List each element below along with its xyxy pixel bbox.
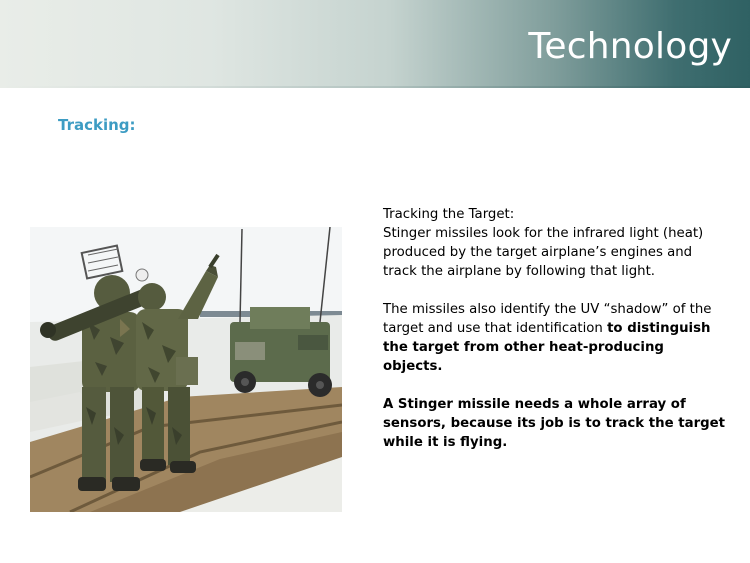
body-paragraph-2-plain: The missiles also identify the UV “shadow” of the target and use that identification <box>383 302 712 336</box>
body-text <box>383 205 728 452</box>
slide-title: Technology <box>528 26 732 67</box>
paragraph-gap <box>383 281 728 300</box>
body-paragraph-3-bold: A Stinger missile needs a whole array of sensors, because its job is to track the target while it is flying. <box>383 397 726 450</box>
body-heading-line: Tracking the Target: <box>383 207 515 222</box>
soldiers-stinger-photo <box>30 227 342 512</box>
body-paragraph-2 <box>383 300 728 376</box>
body-paragraph-3 <box>383 395 728 452</box>
paragraph-gap <box>383 376 728 395</box>
body-paragraph-2-bold: to distinguish the target from other heat-producing objects. <box>383 321 711 374</box>
header-band <box>0 0 750 88</box>
section-heading: Tracking: <box>58 116 136 134</box>
body-paragraph-1: Stinger missiles look for the infrared light (heat) produced by the target airplane’s engines and track the airplane by following that light. <box>383 226 704 279</box>
